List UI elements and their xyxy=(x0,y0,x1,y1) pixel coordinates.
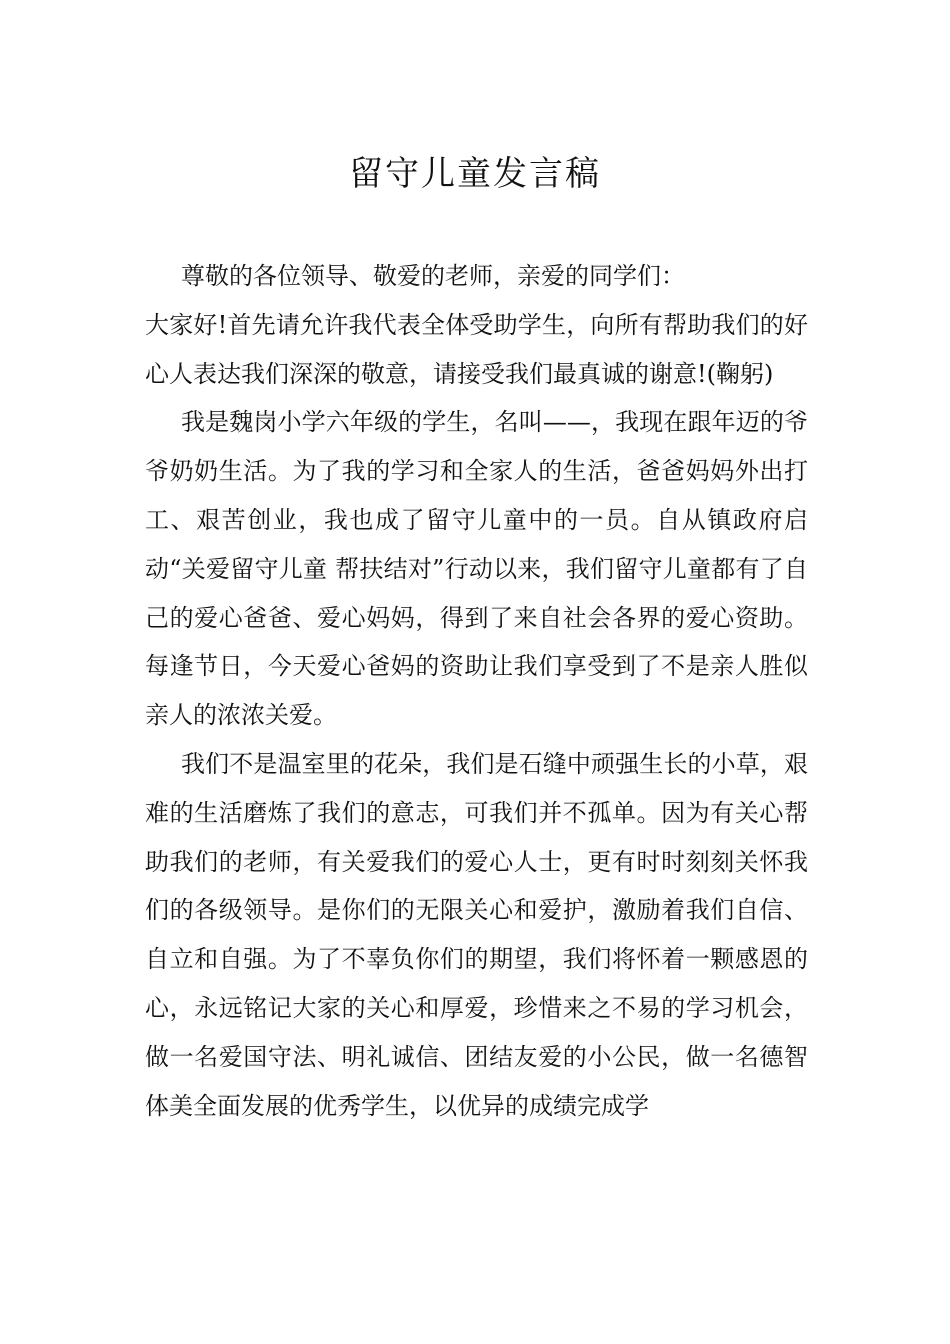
document-title: 留守儿童发言稿 xyxy=(349,154,601,194)
document-body xyxy=(145,252,808,1130)
self-introduction-paragraph: 我是魏岗小学六年级的学生，名叫——，我现在跟年迈的爷爷奶奶生活。为了我的学习和全家人的生活，爸爸妈妈外出打工、艰苦创业，我也成了留守儿童中的一员。自从镇政府启动“关爱留守儿童 帮扶结对”行动以来，我们留守儿童都有了自己的爱心爸爸、爱心妈妈，得到了来自社会各界的爱心资助。每逢节日，今天爱心爸妈的资助让我们享受到了不是亲人胜似亲人的浓浓关爱。 xyxy=(145,408,808,730)
salutation-paragraph: 尊敬的各位领导、敬爱的老师，亲爱的同学们： xyxy=(181,262,685,290)
gratitude-paragraph: 我们不是温室里的花朵，我们是石缝中顽强生长的小草，艰难的生活磨炼了我们的意志，可我们并不孤单。因为有关心帮助我们的老师，有关爱我们的爱心人士，更有时时刻刻关怀我们的各级领导。是你们的无限关心和爱护，激励着我们自信、自立和自强。为了不辜负你们的期望，我们将怀着一颗感恩的心，永远铭记大家的关心和厚爱，珍惜来之不易的学习机会，做一名爱国守法、明礼诚信、团结友爱的小公民，做一名德智体美全面发展的优秀学生，以优异的成绩完成学 xyxy=(145,749,808,1120)
greeting-paragraph: 大家好!首先请允许我代表全体受助学生，向所有帮助我们的好心人表达我们深深的敬意，请接受我们最真诚的谢意!(鞠躬) xyxy=(145,310,808,388)
